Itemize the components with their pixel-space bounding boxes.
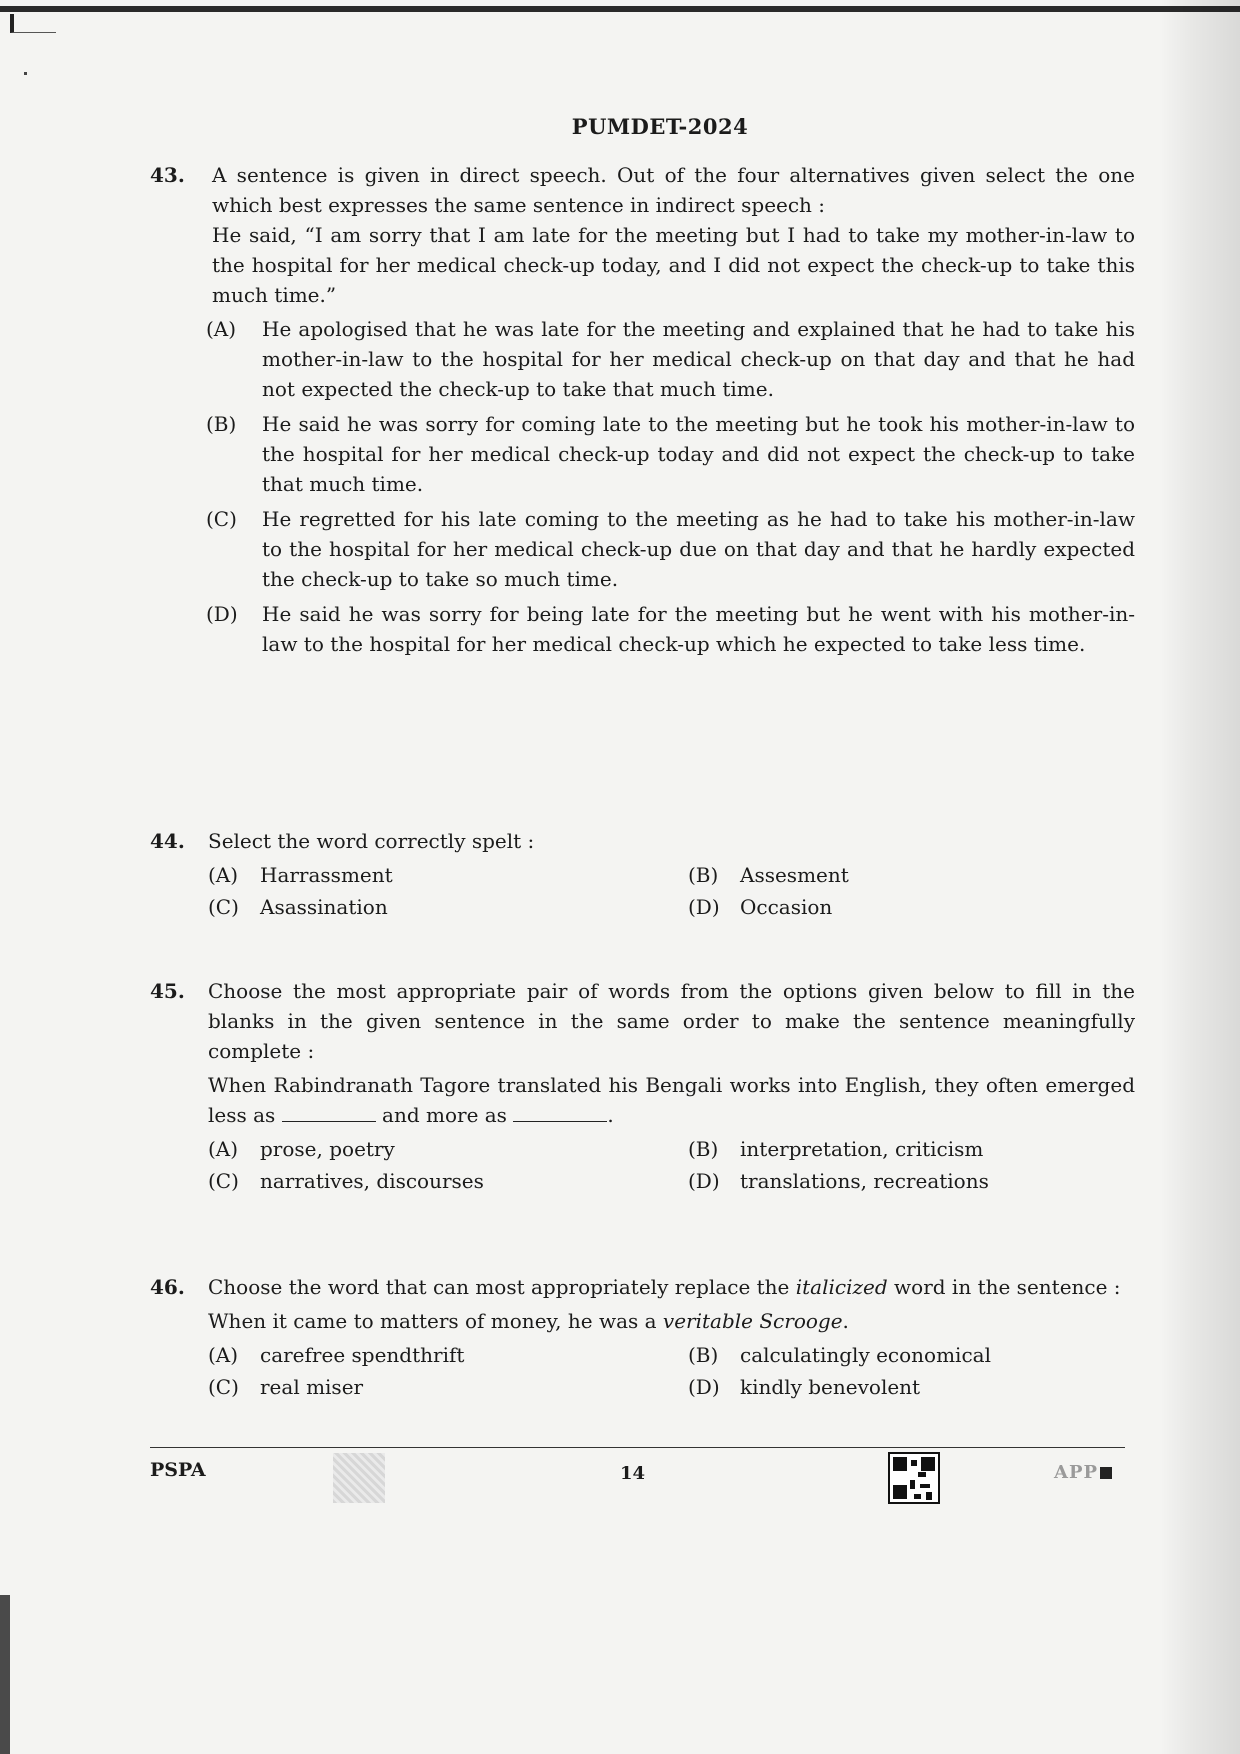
option-letter: (B) [688,1137,719,1161]
option-letter: (B) [688,1343,719,1367]
corner-crop-mark [10,14,56,33]
option-letter: (C) [206,507,237,531]
option-b [206,409,1135,499]
option-c [208,892,688,922]
option-text: Harrassment [260,863,393,887]
scan-left-edge [0,1595,10,1754]
option-letter: (C) [208,1169,239,1193]
option-letter: (D) [688,1375,720,1399]
option-text: He said he was sorry for coming late to the meeting but he took his mother-in-law to the hospital for her medical check-up today and did not expect the check-up to take that much time. [262,412,1135,496]
option-text: He apologised that he was late for the meeting and explained that he had to take his mother-in-law to the hospital for her medical check-up on that day and that he had not expected the check-up to take that much time. [262,317,1135,401]
question-number: 46. [150,1275,185,1299]
option-text: interpretation, criticism [740,1137,984,1161]
option-letter: (D) [688,895,720,919]
option-letter: (D) [688,1169,720,1193]
option-a [208,1134,688,1164]
option-text: Asassination [260,895,388,919]
question-stem: A sentence is given in direct speech. Out of the four alternatives given select the one which best expresses the same sentence in indirect speech : [212,163,1135,217]
scan-right-shadow [1160,0,1240,1754]
option-text: real miser [260,1375,364,1399]
option-c [208,1166,688,1196]
qr-code-icon [888,1452,940,1504]
footer-paper-code: PSPA [150,1459,206,1481]
question-44 [150,826,1135,922]
question-number: 44. [150,829,185,853]
question-number: 43. [150,163,185,187]
sentence-part-1: When it came to matters of money, he was a [208,1309,657,1333]
scan-dot [24,72,27,75]
option-b [688,1340,1168,1370]
option-d [688,1372,1168,1402]
option-a [206,314,1135,404]
option-d [688,892,1168,922]
square-mark-icon [1100,1467,1112,1479]
option-a [208,1340,688,1370]
question-sentence: He said, “I am sorry that I am late for the meeting but I had to take my mother-in-law to the hospital for her medical check-up today, and I did not expect the check-up to take this much time.” [212,223,1135,307]
option-letter: (B) [688,863,719,887]
question-sentence [208,1070,1135,1130]
question-46 [150,1272,1135,1402]
page-header-title: PUMDET-2024 [571,114,749,139]
option-c [206,504,1135,594]
footer-divider [150,1447,1125,1448]
option-text: He regretted for his late coming to the meeting as he had to take his mother-in-law to the hospital for her medical check-up due on that day and that he hardly expected the check-up to take so much time. [262,507,1135,591]
option-letter: (C) [208,1375,239,1399]
stem-italic-word: italicized [795,1275,888,1299]
faint-barcode-icon [333,1453,385,1503]
option-text: narratives, discourses [260,1169,484,1193]
option-letter: (A) [208,1343,239,1367]
stem-part-1: Choose the word that can most appropriately replace the [208,1275,790,1299]
option-letter: (D) [206,602,238,626]
option-letter: (C) [208,895,239,919]
question-45 [150,976,1135,1196]
option-text: Occasion [740,895,833,919]
question-stem: Select the word correctly spelt : [208,829,535,853]
booklet-code-text: APP [1054,1462,1099,1483]
sentence-italic-phrase: veritable Scrooge [662,1309,843,1333]
option-b [688,1134,1168,1164]
option-b [688,860,1168,890]
footer-booklet-code [1054,1462,1112,1483]
scan-top-edge [0,6,1240,12]
page-number: 14 [620,1463,646,1484]
blank-1 [282,1103,376,1122]
option-a [208,860,688,890]
sentence-end: . [842,1309,849,1333]
blank-2 [513,1103,607,1122]
sentence-end: . [607,1103,614,1127]
option-text: carefree spendthrift [260,1343,465,1367]
sentence-part-2: and more as [382,1103,507,1127]
stem-part-2: word in the sentence : [894,1275,1121,1299]
option-text: calculatingly economical [740,1343,991,1367]
question-stem [208,1272,1135,1302]
option-letter: (A) [208,863,239,887]
option-letter: (A) [208,1137,239,1161]
option-text: Assesment [740,863,849,887]
option-letter: (B) [206,412,237,436]
option-c [208,1372,688,1402]
question-number: 45. [150,979,185,1003]
option-letter: (A) [206,317,237,341]
option-text: translations, recreations [740,1169,989,1193]
option-text: kindly benevolent [740,1375,921,1399]
sentence-part-1: When Rabindranath Tagore translated his Bengali works into English, they often emerged less as [208,1073,1135,1127]
option-d [206,599,1135,659]
option-text: He said he was sorry for being late for the meeting but he went with his mother-in-law to the hospital for her medical check-up which he expected to take less time. [262,602,1135,656]
option-text: prose, poetry [260,1137,395,1161]
question-sentence [208,1306,1135,1336]
question-43 [150,160,1135,664]
option-d [688,1166,1168,1196]
question-stem: Choose the most appropriate pair of words from the options given below to fill in the blanks in the given sentence in the same order to make the sentence meaningfully complete : [208,979,1135,1063]
